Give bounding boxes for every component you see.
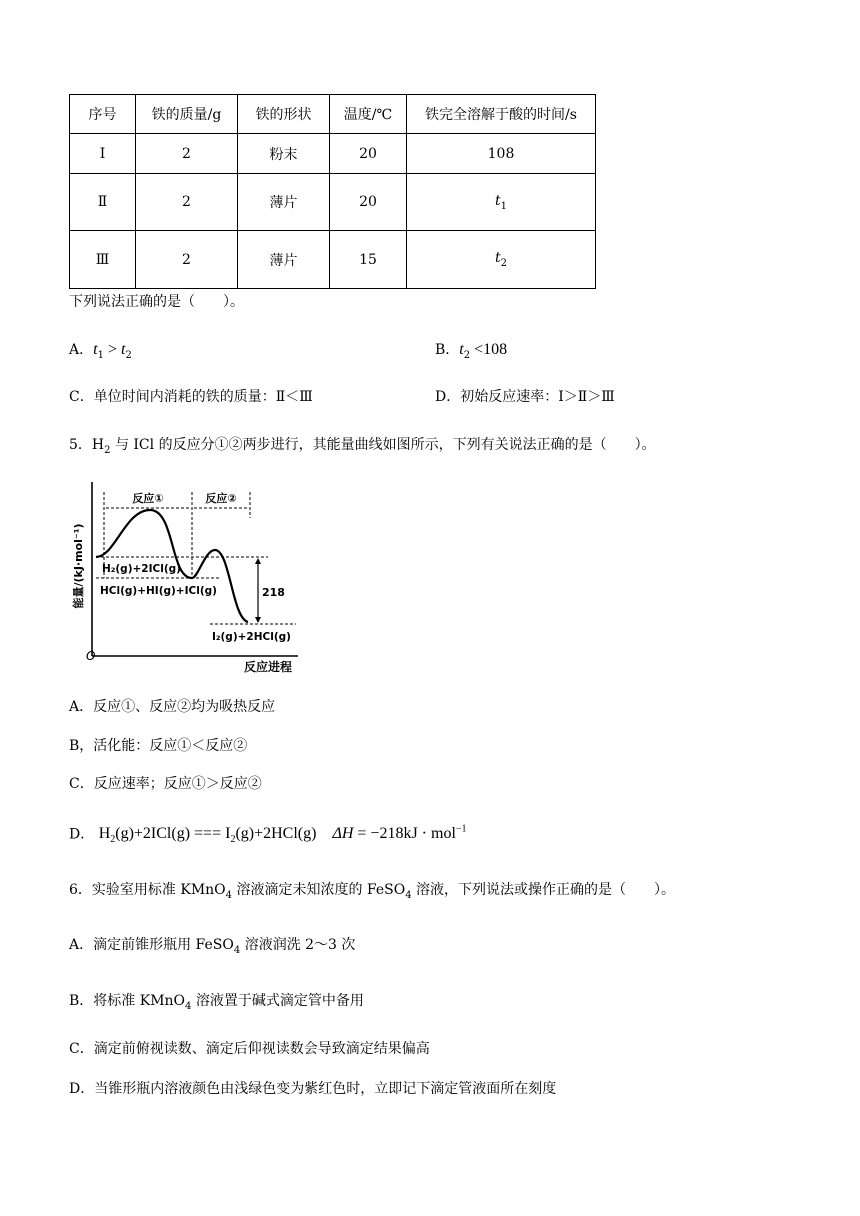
table-cell: 2 [136, 174, 238, 231]
q6-stem [69, 880, 675, 906]
eq-part: H [98, 825, 111, 843]
q6-option-b [69, 991, 364, 1017]
q4-option-c: C．单位时间内消耗的铁的质量：Ⅱ＜Ⅲ [69, 389, 313, 405]
option-sub: 4 [233, 944, 241, 956]
step1-label: 反应① [132, 492, 164, 505]
table-cell: 薄片 [238, 231, 330, 289]
level2-label: HCl(g)+HI(g)+ICl(g) [100, 585, 217, 597]
q5-stem [69, 435, 656, 461]
unit-sup: −1 [455, 824, 467, 835]
eq-arrow: === [194, 825, 222, 843]
x-axis-label: 反应进程 [243, 660, 293, 674]
t-var: t [459, 341, 464, 358]
q4-option-d: D．初始反应速率：Ⅰ＞Ⅱ＞Ⅲ [435, 389, 615, 405]
table-header-row [70, 95, 596, 134]
q6-option-a [69, 935, 355, 961]
table-cell: 20 [330, 134, 407, 174]
option-label: B． [435, 342, 460, 358]
t-var: t [93, 341, 98, 358]
t-var: t [494, 250, 501, 267]
stem-post: 与 ICl 的反应分①②两步进行，其能量曲线如图所示，下列有关说法正确的是（ ）。 [110, 437, 656, 453]
stem-part: 6．实验室用标准 KMnO [69, 882, 226, 898]
q6-option-d: D．当锥形瓶内溶液颜色由浅绿色变为紫红色时，立即记下滴定管液面所在刻度 [69, 1081, 557, 1097]
q5-option-b: B，活化能：反应①＜反应② [69, 738, 248, 754]
t-var: t [494, 192, 501, 209]
eq-part: (g)+2HCl(g) [235, 825, 317, 843]
table-cell: 2 [136, 134, 238, 174]
option-part: 溶液置于碱式滴定管中备用 [191, 993, 364, 1009]
energy-diagram [70, 478, 310, 678]
option-part: 溶液润洗 2～3 次 [240, 937, 356, 953]
delta-h-value: = −218kJ · mol [353, 825, 456, 843]
t-sub: 1 [500, 200, 507, 212]
table-cell: 粉末 [238, 134, 330, 174]
header-cell: 序号 [70, 95, 136, 134]
b-rest: <108 [470, 341, 508, 358]
stem-sub: 4 [225, 889, 233, 901]
q5-option-a: A．反应①、反应②均为吸热反应 [69, 699, 276, 715]
table-cell: Ⅲ [70, 231, 136, 289]
table-cell: Ⅰ [70, 134, 136, 174]
stem-sub: 2 [104, 444, 111, 456]
stem-sub: 4 [405, 889, 412, 901]
t-sub: 2 [500, 257, 507, 269]
table-cell: 20 [330, 174, 407, 231]
header-cell: 温度/℃ [330, 95, 407, 134]
t-sub: 1 [97, 349, 104, 361]
header-cell: 铁的质量/g [136, 95, 238, 134]
q5-option-d [69, 820, 467, 851]
eq-sub: 2 [110, 834, 116, 846]
q6-option-c: C．滴定前俯视读数、滴定后仰视读数会导致滴定结果偏高 [69, 1041, 430, 1057]
table-cell [407, 174, 596, 231]
table-cell: Ⅱ [70, 174, 136, 231]
q4-option-b [435, 340, 507, 366]
option-sub: 4 [185, 1000, 192, 1012]
t-var: t [120, 341, 126, 358]
header-cell: 铁完全溶解于酸的时间/s [407, 95, 596, 134]
q4-option-a [69, 340, 132, 366]
header-cell: 铁的形状 [238, 95, 330, 134]
data-table [69, 94, 596, 289]
table-cell [407, 231, 596, 289]
option-part: B．将标准 KMnO [69, 993, 186, 1009]
level3-label: I₂(g)+2HCl(g) [212, 631, 291, 643]
stem-part: 溶液滴定未知浓度的 FeSO [232, 882, 406, 898]
t-sub: 2 [125, 349, 132, 361]
t-sub: 2 [463, 349, 471, 361]
arrow-head [255, 558, 261, 564]
q5-option-c: C．反应速率；反应①＞反应② [69, 776, 262, 792]
origin-label: O [86, 649, 96, 663]
table-row [70, 134, 596, 174]
delta-label: 218 [262, 586, 285, 599]
arrow-head [255, 617, 261, 623]
eq-part: I [225, 825, 231, 843]
table-cell: 2 [136, 231, 238, 289]
step2-label: 反应② [205, 492, 237, 505]
table-cell: 108 [407, 134, 596, 174]
option-label: A． [69, 342, 94, 358]
eq-sub: 2 [230, 834, 236, 846]
equation [98, 824, 467, 846]
eq-part: (g)+2ICl(g) [115, 825, 191, 843]
q4-stem: 下列说法正确的是（ ）。 [69, 294, 244, 310]
stem-pre: 5．H [69, 437, 105, 453]
option-part: A．滴定前锥形瓶用 FeSO [69, 937, 234, 953]
y-axis-label: 能量/(kJ·mol⁻¹) [72, 523, 85, 609]
stem-part: 溶液，下列说法或操作正确的是（ ）。 [411, 882, 676, 898]
table-row [70, 231, 596, 289]
operator: > [103, 341, 121, 358]
table-row [70, 174, 596, 231]
level1-label: H₂(g)+2ICl(g) [102, 563, 181, 575]
delta-h: ΔH [332, 825, 354, 843]
table-cell: 薄片 [238, 174, 330, 231]
option-label: D． [69, 826, 95, 843]
table-cell: 15 [330, 231, 407, 289]
